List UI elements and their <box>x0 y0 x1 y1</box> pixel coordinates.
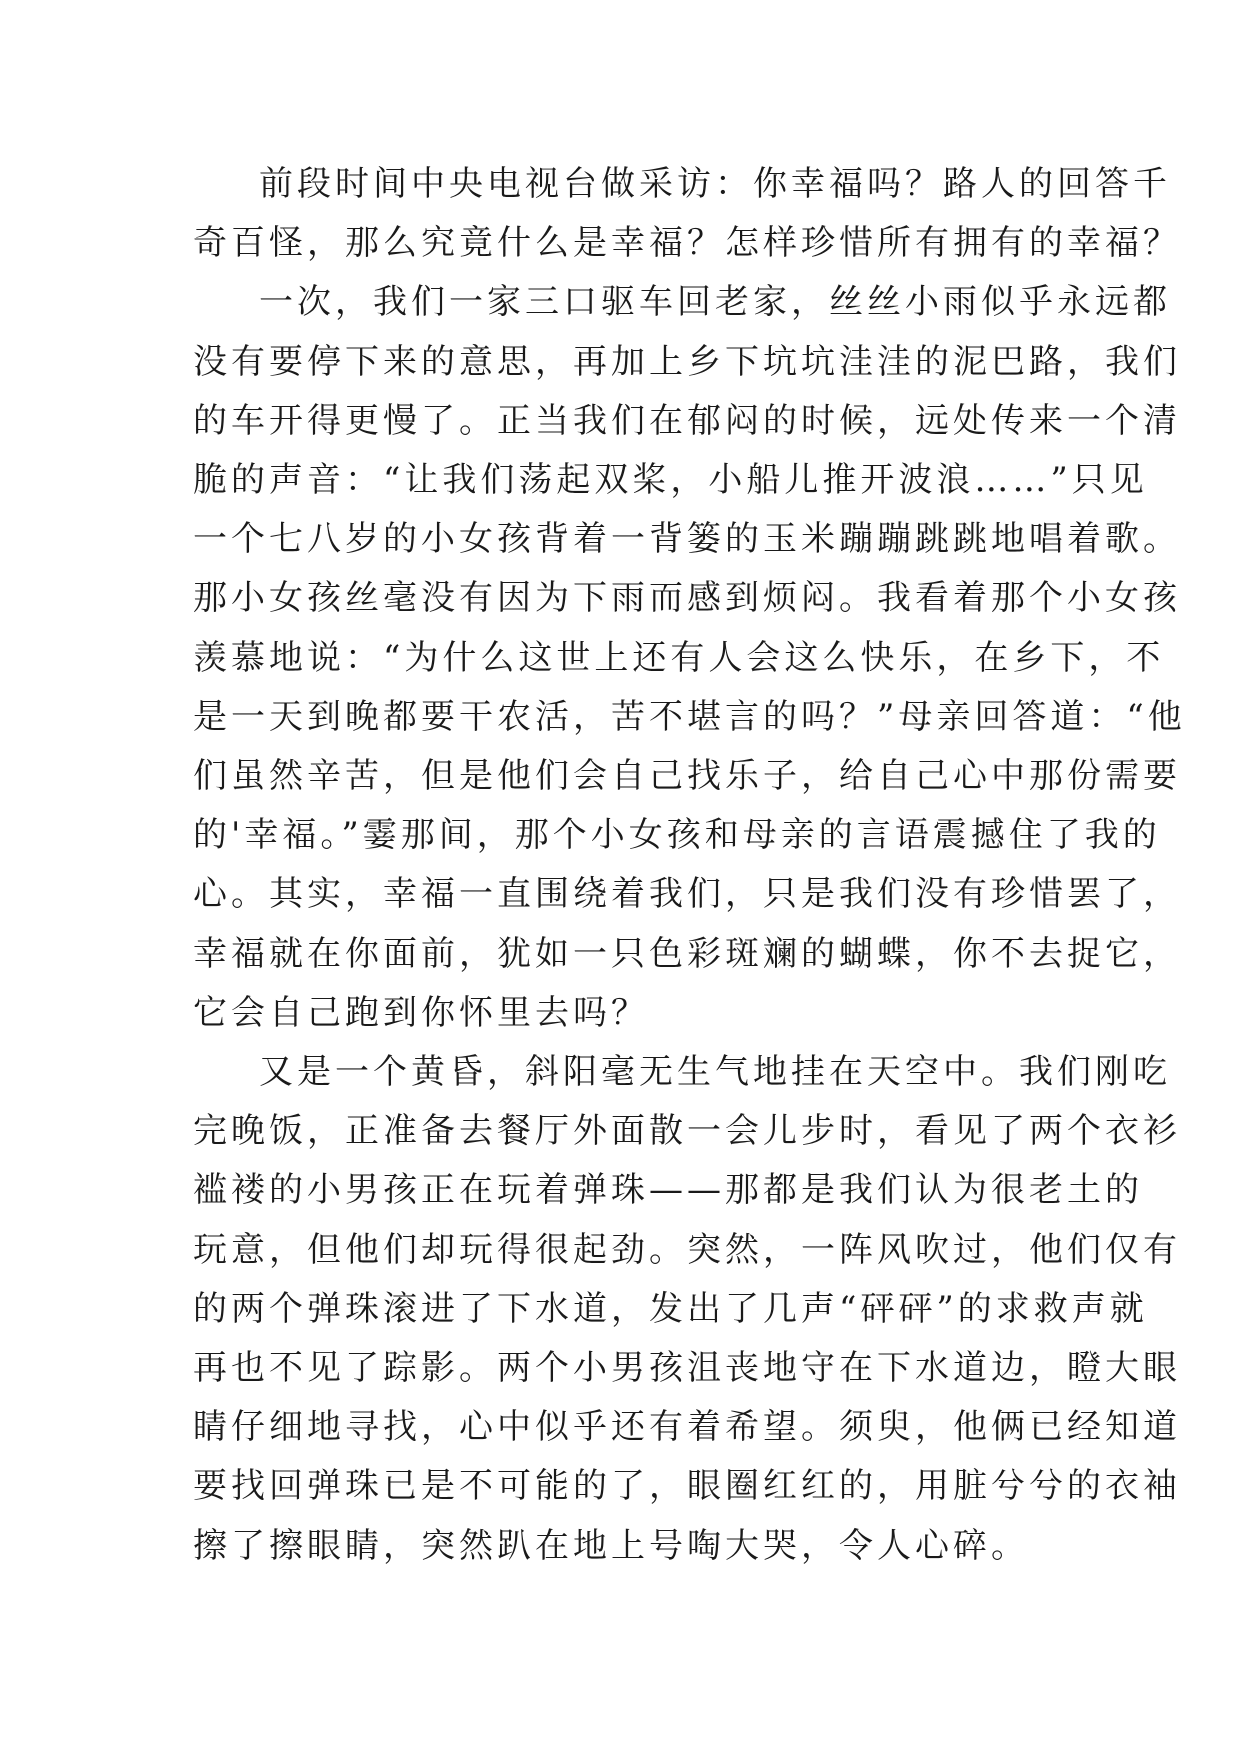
paragraph-2 <box>193 273 1186 1043</box>
text-line: 那小女孩丝毫没有因为下雨而感到烦闷。我看着那个小女孩 <box>193 578 1181 619</box>
text-line: 一次，我们一家三口驱车回老家，丝丝小雨似乎永远都 <box>259 282 1171 323</box>
text-line: 是一天到晚都要干农活，苦不堪言的吗？”母亲回答道：“他 <box>193 696 1186 737</box>
text-line: 完晚饭，正准备去餐厅外面散一会儿步时，看见了两个衣衫 <box>193 1111 1181 1152</box>
text-line: 要找回弹珠已是不可能的了，眼圈红红的，用脏兮兮的衣袖 <box>193 1466 1181 1507</box>
text-line: 们虽然辛苦，但是他们会自己找乐子，给自己心中那份需要 <box>193 756 1181 797</box>
text-line: 脆的声音：“让我们荡起双桨，小船儿推开波浪……”只见 <box>193 460 1148 501</box>
text-line: 褴褛的小男孩正在玩着弹珠——那都是我们认为很老土的 <box>193 1170 1143 1211</box>
text-line: 又是一个黄昏，斜阳毫无生气地挂在天空中。我们刚吃 <box>259 1052 1171 1093</box>
text-line: 玩意，但他们却玩得很起劲。突然，一阵风吹过，他们仅有 <box>193 1229 1181 1270</box>
text-line: 的车开得更慢了。正当我们在郁闷的时候，远处传来一个清 <box>193 400 1181 441</box>
document-body <box>193 155 1186 1576</box>
text-line: 没有要停下来的意思，再加上乡下坑坑洼洼的泥巴路，我们 <box>193 341 1181 382</box>
text-line: 幸福就在你面前，犹如一只色彩斑斓的蝴蝶，你不去捉它， <box>193 933 1181 974</box>
text-line: 的'幸福。”霎那间，那个小女孩和母亲的言语震撼住了我的 <box>193 815 1161 856</box>
text-line: 的两个弹珠滚进了下水道，发出了几声“砰砰”的求救声就 <box>193 1288 1148 1329</box>
text-line: 擦了擦眼睛，突然趴在地上号啕大哭，令人心碎。 <box>193 1525 1029 1566</box>
text-line: 羡慕地说：“为什么这世上还有人会这么快乐，在乡下，不 <box>193 637 1165 678</box>
text-line: 心。其实，幸福一直围绕着我们，只是我们没有珍惜罢了， <box>193 874 1181 915</box>
text-line: 前段时间中央电视台做采访：你幸福吗？路人的回答千 <box>259 164 1171 204</box>
text-line: 它会自己跑到你怀里去吗？ <box>193 992 649 1033</box>
text-line: 再也不见了踪影。两个小男孩沮丧地守在下水道边，瞪大眼 <box>193 1348 1181 1389</box>
text-line: 一个七八岁的小女孩背着一背篓的玉米蹦蹦跳跳地唱着歌。 <box>193 519 1181 560</box>
paragraph-3 <box>193 1043 1181 1576</box>
text-line: 睛仔细地寻找，心中似乎还有着希望。须臾，他俩已经知道 <box>193 1407 1181 1448</box>
paragraph-1 <box>193 155 1181 273</box>
text-line: 奇百怪，那么究竟什么是幸福？怎样珍惜所有拥有的幸福？ <box>193 223 1181 264</box>
